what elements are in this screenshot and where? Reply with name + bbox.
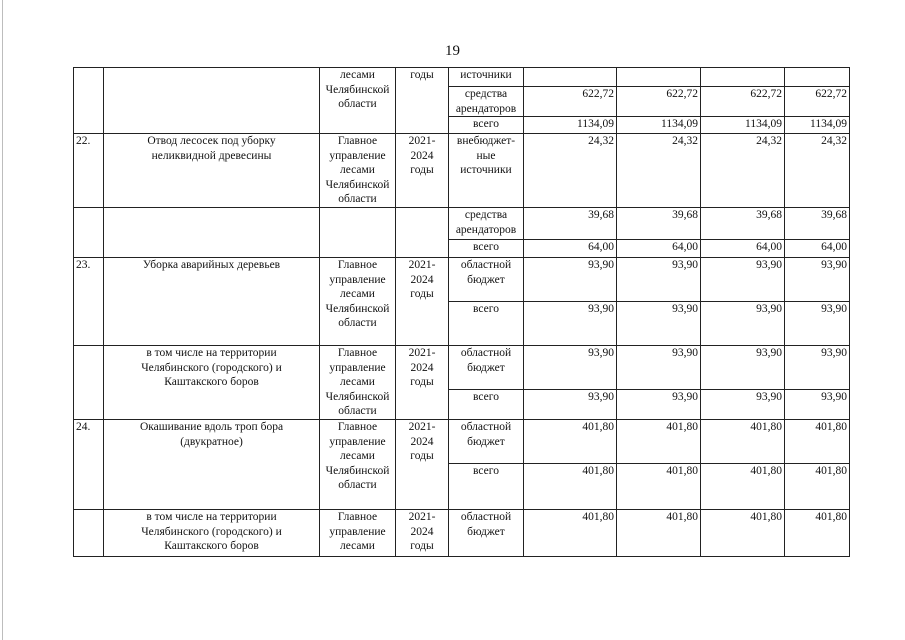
period-cell: 2021- 2024 годы xyxy=(396,258,449,346)
row-number: 22. xyxy=(74,134,104,208)
value-cell: 401,80 xyxy=(701,420,785,464)
source-cell: внебюджет- ные источники xyxy=(449,134,524,208)
value-cell: 24,32 xyxy=(617,134,701,208)
value-cell: 39,68 xyxy=(701,208,785,240)
executor-cell: Главное управление лесами Челябинской области xyxy=(320,134,396,208)
source-cell: средства арендаторов xyxy=(449,87,524,117)
value-cell: 401,80 xyxy=(524,464,617,510)
value-cell: 93,90 xyxy=(785,258,850,302)
measure-name: в том числе на территории Челябинского (городского) и Каштакского боров xyxy=(104,346,320,420)
value-cell: 39,68 xyxy=(617,208,701,240)
value-cell: 39,68 xyxy=(785,208,850,240)
table-row xyxy=(74,420,850,464)
value-cell: 622,72 xyxy=(701,87,785,117)
executor-cell: Главное управление лесами Челябинской области xyxy=(320,346,396,420)
source-cell: всего xyxy=(449,240,524,258)
period-cell: годы xyxy=(396,68,449,134)
source-cell: областной бюджет xyxy=(449,258,524,302)
value-cell: 93,90 xyxy=(524,346,617,390)
value-cell: 93,90 xyxy=(785,390,850,420)
value-cell: 93,90 xyxy=(617,346,701,390)
table-row xyxy=(74,134,850,208)
value-cell: 622,72 xyxy=(785,87,850,117)
source-cell: средства арендаторов xyxy=(449,208,524,240)
measures-table xyxy=(73,67,850,557)
value-cell: 93,90 xyxy=(617,302,701,346)
value-cell: 93,90 xyxy=(617,258,701,302)
value-cell: 1134,09 xyxy=(785,117,850,134)
source-cell: областной бюджет xyxy=(449,420,524,464)
table-row xyxy=(74,346,850,390)
source-cell: всего xyxy=(449,390,524,420)
value-cell: 401,80 xyxy=(701,510,785,557)
executor-cell: лесами Челябинской области xyxy=(320,68,396,134)
executor-cell: Главное управление лесами Челябинской области xyxy=(320,258,396,346)
value-cell: 622,72 xyxy=(617,87,701,117)
source-cell: всего xyxy=(449,464,524,510)
table-row xyxy=(74,68,850,87)
value-cell: 1134,09 xyxy=(701,117,785,134)
value-cell: 93,90 xyxy=(524,302,617,346)
value-cell: 401,80 xyxy=(785,510,850,557)
value-cell: 401,80 xyxy=(524,420,617,464)
value-cell: 24,32 xyxy=(701,134,785,208)
value-cell: 93,90 xyxy=(785,302,850,346)
executor-cell: Главное управление лесами Челябинской области xyxy=(320,420,396,510)
page-number: 19 xyxy=(445,43,460,59)
value-cell: 93,90 xyxy=(701,258,785,302)
value-cell: 401,80 xyxy=(617,510,701,557)
value-cell: 64,00 xyxy=(701,240,785,258)
source-cell: источники xyxy=(449,68,524,87)
value-cell: 1134,09 xyxy=(617,117,701,134)
period-cell: 2021- 2024 годы xyxy=(396,510,449,557)
value-cell: 64,00 xyxy=(617,240,701,258)
table-row xyxy=(74,510,850,557)
source-cell: всего xyxy=(449,117,524,134)
value-cell: 401,80 xyxy=(617,420,701,464)
source-cell: всего xyxy=(449,302,524,346)
value-cell: 93,90 xyxy=(617,390,701,420)
value-cell: 39,68 xyxy=(524,208,617,240)
row-number: 23. xyxy=(74,258,104,346)
period-cell: 2021- 2024 годы xyxy=(396,420,449,510)
source-cell: областной бюджет xyxy=(449,510,524,557)
value-cell: 401,80 xyxy=(617,464,701,510)
value-cell: 622,72 xyxy=(524,87,617,117)
value-cell: 1134,09 xyxy=(524,117,617,134)
value-cell: 93,90 xyxy=(524,258,617,302)
table-row xyxy=(74,258,850,302)
executor-cell: Главное управление лесами xyxy=(320,510,396,557)
measure-name: Отвод лесосек под уборку неликвидной древесины xyxy=(104,134,320,208)
measure-name: в том числе на территории Челябинского (городского) и Каштакского боров xyxy=(104,510,320,557)
table-row xyxy=(74,208,850,240)
period-cell: 2021- 2024 годы xyxy=(396,346,449,420)
value-cell: 64,00 xyxy=(785,240,850,258)
row-number: 24. xyxy=(74,420,104,510)
value-cell: 93,90 xyxy=(785,346,850,390)
value-cell: 24,32 xyxy=(524,134,617,208)
value-cell: 401,80 xyxy=(524,510,617,557)
value-cell: 64,00 xyxy=(524,240,617,258)
value-cell: 401,80 xyxy=(785,420,850,464)
value-cell: 93,90 xyxy=(701,302,785,346)
measure-name: Уборка аварийных деревьев xyxy=(104,258,320,346)
page-edge-line xyxy=(2,0,3,640)
value-cell: 93,90 xyxy=(701,346,785,390)
value-cell: 401,80 xyxy=(785,464,850,510)
value-cell: 24,32 xyxy=(785,134,850,208)
value-cell: 401,80 xyxy=(701,464,785,510)
value-cell: 93,90 xyxy=(524,390,617,420)
value-cell: 93,90 xyxy=(701,390,785,420)
measure-name: Окашивание вдоль троп бора (двукратное) xyxy=(104,420,320,510)
source-cell: областной бюджет xyxy=(449,346,524,390)
period-cell: 2021- 2024 годы xyxy=(396,134,449,208)
